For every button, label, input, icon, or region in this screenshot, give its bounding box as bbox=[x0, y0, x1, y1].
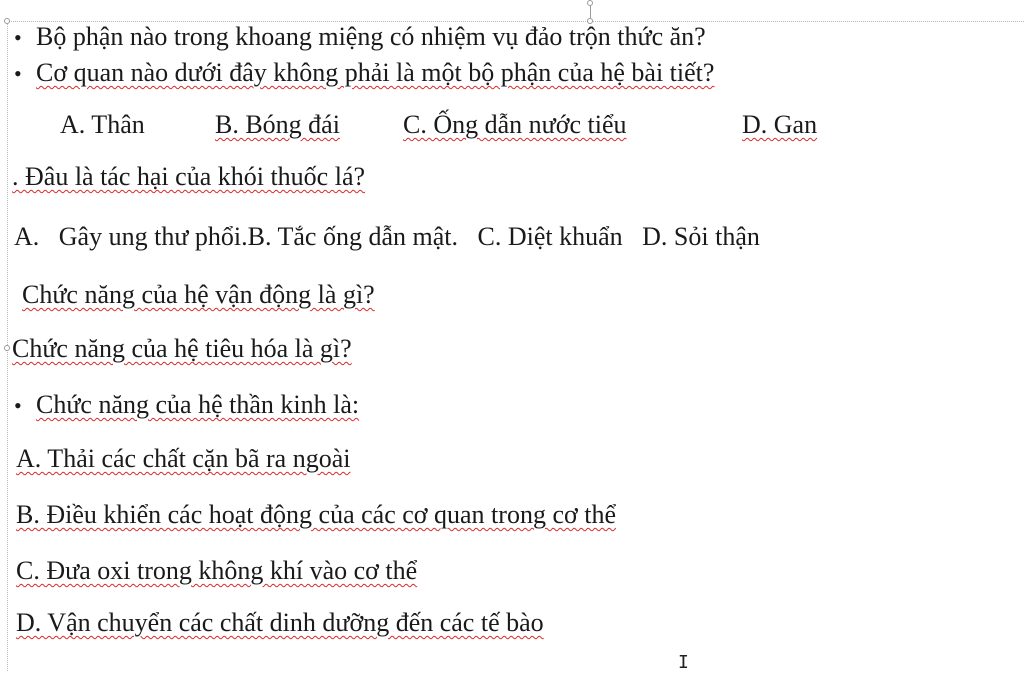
question-4: Chức năng của hệ vận động là gì? bbox=[22, 280, 375, 309]
question-6-option-b: B. Điều khiển các hoạt động của các cơ quan trong cơ thể bbox=[16, 500, 616, 529]
option-a: A. Thân bbox=[60, 110, 145, 139]
option-d: D. Gan bbox=[742, 110, 818, 139]
question-2-options bbox=[0, 110, 1024, 142]
resize-handle-top-left[interactable] bbox=[4, 18, 10, 24]
question-3: . Đâu là tác hại của khói thuốc lá? bbox=[12, 162, 366, 191]
bullet-icon: • bbox=[14, 61, 22, 86]
question-6-option-c: C. Đưa oxi trong không khí vào cơ thể bbox=[16, 556, 418, 585]
question-2: • Cơ quan nào dưới đây không phải là một bộ phận của hệ bài tiết? bbox=[14, 58, 715, 87]
question-1: • Bộ phận nào trong khoang miệng có nhiệm vụ đảo trộn thức ăn? bbox=[14, 22, 706, 51]
option-b: B. Bóng đái bbox=[215, 110, 340, 139]
question-5: Chức năng của hệ tiêu hóa là gì? bbox=[12, 334, 352, 363]
text-cursor-icon: I bbox=[678, 652, 689, 673]
bullet-icon: • bbox=[14, 393, 22, 418]
question-3-options: A. Gây ung thư phổi.B. Tắc ống dẫn mật. C. Diệt khuẩn D. Sỏi thận bbox=[14, 222, 760, 251]
question-6-option-a: A. Thải các chất cặn bã ra ngoài bbox=[16, 444, 351, 473]
question-6-option-d: D. Vận chuyển các chất dinh dưỡng đến các tế bào bbox=[16, 608, 544, 637]
bullet-icon: • bbox=[14, 25, 22, 50]
option-c: C. Ống dẫn nước tiểu bbox=[403, 110, 627, 139]
resize-handle-left[interactable] bbox=[4, 345, 10, 351]
rotate-handle[interactable] bbox=[587, 0, 593, 6]
question-6: • Chức năng của hệ thần kinh là: bbox=[14, 390, 360, 419]
